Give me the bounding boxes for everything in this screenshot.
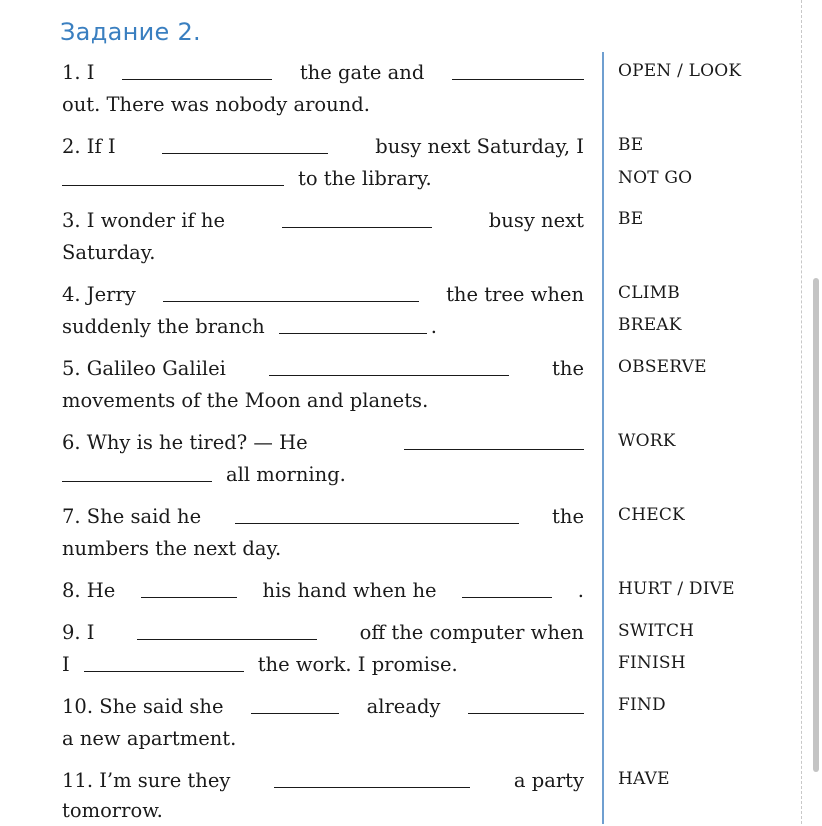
answer-blank[interactable] bbox=[137, 638, 317, 640]
item-10-line-1 bbox=[62, 690, 584, 722]
text: . bbox=[577, 578, 584, 602]
text: out. There was nobody around. bbox=[62, 92, 370, 116]
text: numbers the next day. bbox=[62, 536, 282, 560]
item-6-line-2 bbox=[62, 458, 584, 490]
verb-hint: FINISH bbox=[618, 653, 686, 673]
item-5-line-2 bbox=[62, 384, 584, 416]
scrollbar[interactable] bbox=[813, 278, 819, 772]
text: I bbox=[62, 652, 70, 676]
text: busy next Saturday, I bbox=[375, 134, 584, 158]
text: already bbox=[366, 694, 441, 718]
item-9-line-2 bbox=[62, 648, 584, 680]
text: busy next bbox=[488, 208, 584, 232]
verb-hint: SWITCH bbox=[618, 621, 695, 641]
text: . bbox=[430, 314, 437, 338]
answer-blank[interactable] bbox=[235, 522, 519, 524]
answer-blank[interactable] bbox=[62, 184, 284, 186]
text: 8. He bbox=[62, 578, 116, 602]
verb-hint: NOT GO bbox=[618, 168, 693, 188]
answer-blank[interactable] bbox=[279, 332, 427, 334]
text: the tree when bbox=[446, 282, 584, 306]
verb-hint: OPEN / LOOK bbox=[618, 61, 742, 81]
verb-hint: BE bbox=[618, 135, 644, 155]
answer-blank[interactable] bbox=[141, 596, 237, 598]
item-6-line-1 bbox=[62, 426, 584, 458]
answer-blank[interactable] bbox=[462, 596, 552, 598]
item-3-line-2 bbox=[62, 236, 584, 268]
answer-blank[interactable] bbox=[163, 300, 419, 302]
text: 11. I’m sure they bbox=[62, 768, 231, 792]
item-4-line-1 bbox=[62, 278, 584, 310]
text: suddenly the branch bbox=[62, 314, 265, 338]
item-11-line-2 bbox=[62, 794, 584, 826]
text: all morning. bbox=[226, 462, 346, 486]
verb-hint: OBSERVE bbox=[618, 357, 707, 377]
text: tomorrow. bbox=[62, 798, 163, 822]
text: 3. I wonder if he bbox=[62, 208, 225, 232]
answer-blank[interactable] bbox=[251, 712, 339, 714]
column-divider bbox=[602, 52, 604, 824]
text: to the library. bbox=[298, 166, 432, 190]
verb-hint: BE bbox=[618, 209, 644, 229]
verb-hint: WORK bbox=[618, 431, 676, 451]
item-4-line-2 bbox=[62, 310, 584, 342]
item-7-line-2 bbox=[62, 532, 584, 564]
text: 2. If I bbox=[62, 134, 116, 158]
verb-hint: HAVE bbox=[618, 769, 670, 789]
text: a party bbox=[513, 768, 584, 792]
item-5-line-1 bbox=[62, 352, 584, 384]
item-9-line-1 bbox=[62, 616, 584, 648]
item-1-line-1 bbox=[62, 56, 584, 88]
text: 9. I bbox=[62, 620, 95, 644]
verb-hint: FIND bbox=[618, 695, 666, 715]
text: the work. I promise. bbox=[257, 652, 458, 676]
verb-hint: BREAK bbox=[618, 315, 682, 335]
text: 10. She said she bbox=[62, 694, 224, 718]
item-8-line-1 bbox=[62, 574, 584, 606]
text: the bbox=[552, 356, 584, 380]
text: 7. She said he bbox=[62, 504, 202, 528]
item-7-line-1 bbox=[62, 500, 584, 532]
text: 5. Galileo Galilei bbox=[62, 356, 226, 380]
answer-blank[interactable] bbox=[162, 152, 328, 154]
verb-hint: CLIMB bbox=[618, 283, 680, 303]
answer-blank[interactable] bbox=[122, 78, 272, 80]
text: 1. I bbox=[62, 60, 95, 84]
answer-blank[interactable] bbox=[452, 78, 584, 80]
text: Saturday. bbox=[62, 240, 156, 264]
answer-blank[interactable] bbox=[282, 226, 432, 228]
text: the bbox=[552, 504, 584, 528]
item-2-line-1 bbox=[62, 130, 584, 162]
text: movements of the Moon and planets. bbox=[62, 388, 429, 412]
answer-blank[interactable] bbox=[468, 712, 584, 714]
item-3-line-1 bbox=[62, 204, 584, 236]
item-2-line-2 bbox=[62, 162, 584, 194]
verb-hint: CHECK bbox=[618, 505, 685, 525]
verb-hint: HURT / DIVE bbox=[618, 579, 735, 599]
item-10-line-2 bbox=[62, 722, 584, 754]
text: 6. Why is he tired? — He bbox=[62, 430, 308, 454]
item-1-line-2 bbox=[62, 88, 584, 120]
text: the gate and bbox=[299, 60, 425, 84]
text: 4. Jerry bbox=[62, 282, 136, 306]
answer-blank[interactable] bbox=[62, 480, 212, 482]
answer-blank[interactable] bbox=[404, 448, 584, 450]
text: a new apartment. bbox=[62, 726, 237, 750]
item-11-line-1 bbox=[62, 764, 584, 796]
answer-blank[interactable] bbox=[269, 374, 509, 376]
answer-blank[interactable] bbox=[84, 670, 244, 672]
text: off the computer when bbox=[359, 620, 584, 644]
page-edge bbox=[801, 0, 802, 824]
answer-blank[interactable] bbox=[274, 786, 470, 788]
text: his hand when he bbox=[262, 578, 437, 602]
task-title: Задание 2. bbox=[60, 18, 201, 46]
